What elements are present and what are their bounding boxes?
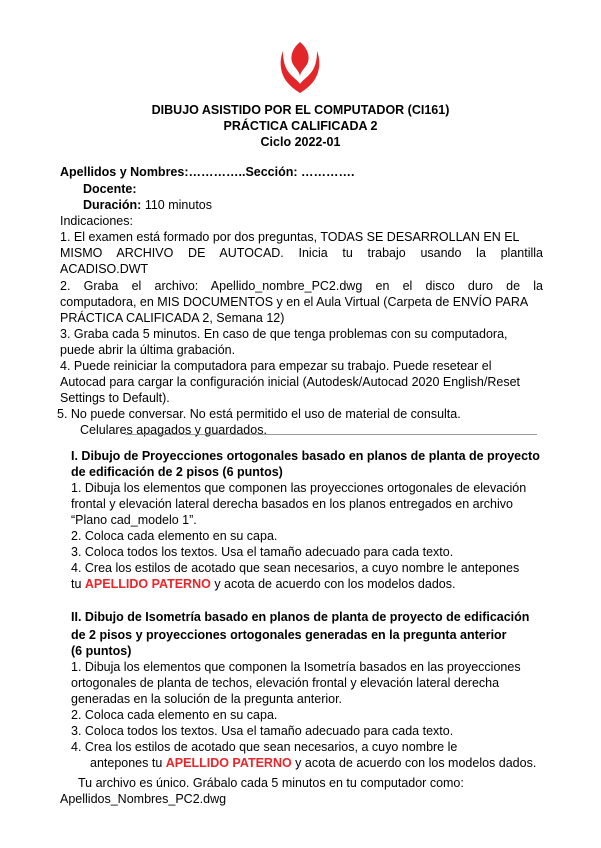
footer-filename: Apellidos_Nombres_PC2.dwg	[60, 792, 227, 806]
indication-4-line-2: Autocad para cargar la configuración inicial (Autodesk/Autocad 2020 English/Reset	[60, 375, 520, 389]
question-1-item-4-line-1: 4. Crea los estilos de acotado que sean necesarios, a cuyo nombre le antepones	[71, 561, 520, 575]
indication-5-line-1: 5. No puede conversar. No está permitido el uso de material de consulta.	[57, 407, 461, 421]
question-1-title-line-1: I. Dibujo de Proyecciones ortogonales basado en planos de planta de proyecto	[71, 449, 540, 463]
cycle-label: Ciclo 2022-01	[260, 135, 341, 149]
indication-1-line-2: MISMO ARCHIVO DE AUTOCAD. Inicia tu trabajo usando la plantilla	[60, 246, 543, 260]
indications-title: Indicaciones:	[60, 214, 133, 228]
footer-instruction: Tu archivo es único. Grábalo cada 5 minutos en tu computador como:	[78, 776, 464, 790]
question-1-item-2: 2. Coloca cada elemento en su capa.	[71, 529, 278, 543]
q1-item4-prefix: tu	[71, 577, 85, 591]
question-2-item-4-line-2	[90, 755, 536, 771]
student-name-field: Apellidos y Nombres:…………..Sección: ………….	[60, 165, 355, 179]
university-logo-icon	[275, 37, 325, 95]
question-1-item-3: 3. Coloca todos los textos. Usa el tamaño adecuado para cada texto.	[71, 545, 454, 559]
question-2-item-1-line-2: ortogonales de planta de techos, elevación frontal y elevación lateral derecha	[71, 676, 500, 690]
q1-surname-highlight: APELLIDO PATERNO	[84, 577, 211, 591]
indication-1-line-1: 1. El examen está formado por dos preguntas, TODAS SE DESARROLLAN EN EL	[60, 230, 520, 244]
question-1-item-1-line-1: 1. Dibuja los elementos que componen las proyecciones ortogonales de elevación	[71, 481, 527, 495]
indication-4-line-1: 4. Puede reiniciar la computadora para empezar su trabajo. Puede resetear el	[60, 359, 492, 373]
q2-surname-highlight: APELLIDO PATERNO	[165, 756, 292, 770]
question-2-title-line-1: II. Dibujo de Isometría basado en planos de planta de proyecto de edificación	[71, 610, 530, 624]
question-1-title-line-2: de edificación de 2 pisos (6 puntos)	[71, 465, 283, 479]
duration-field	[83, 197, 212, 213]
question-2-item-1-line-3: generadas en la solución de la pregunta anterior.	[71, 692, 343, 706]
question-2-item-3: 3. Coloca todos los textos. Usa el tamaño adecuado para cada texto.	[71, 724, 454, 738]
q1-item4-suffix: y acota de acuerdo con los modelos dados.	[210, 577, 456, 591]
section-divider	[125, 434, 537, 435]
indication-4-line-3: Settings to Default).	[60, 391, 170, 405]
indication-5-line-2: Celulares apagados y guardados.	[80, 423, 267, 437]
indication-2-line-2: computadora, en MIS DOCUMENTOS y en el Aula Virtual (Carpeta de ENVÍO PARA	[60, 295, 529, 309]
question-2-item-2: 2. Coloca cada elemento en su capa.	[71, 708, 278, 722]
question-2-item-1-line-1: 1. Dibuja los elementos que componen la Isometría basados en las proyecciones	[71, 660, 521, 674]
question-1-item-1-line-3: “Plano cad_modelo 1”.	[71, 513, 197, 527]
question-2-title-line-2: de 2 pisos y proyecciones ortogonales generadas en la pregunta anterior	[71, 628, 507, 642]
duration-label: Duración:	[83, 198, 142, 212]
teacher-field: Docente:	[83, 182, 137, 196]
indication-3-line-1: 3. Graba cada 5 minutos. En caso de que tenga problemas con su computadora,	[60, 327, 508, 341]
indication-1-line-3: ACADISO.DWT	[60, 262, 149, 276]
q2-item4-prefix: antepones tu	[90, 756, 166, 770]
indication-2-line-3: PRÁCTICA CALIFICADA 2, Semana 12)	[60, 311, 285, 325]
indication-3-line-2: puede abrir la última grabación.	[60, 343, 236, 357]
q2-item4-suffix: y acota de acuerdo con los modelos dados.	[291, 756, 537, 770]
exam-title: PRÁCTICA CALIFICADA 2	[223, 119, 378, 133]
question-1-item-1-line-2: frontal y elevación lateral derecha basados en los planos entregados en archivo	[71, 497, 513, 511]
duration-value: 110 minutos	[144, 198, 212, 212]
question-2-item-4-line-1: 4. Crea los estilos de acotado que sean necesarios, a cuyo nombre le	[71, 740, 458, 754]
course-title: DIBUJO ASISTIDO POR EL COMPUTADOR (CI161)	[151, 103, 450, 117]
question-2-title-line-3: (6 puntos)	[71, 644, 132, 658]
indication-2-line-1: 2. Graba el archivo: Apellido_nombre_PC2.dwg en el disco duro de la	[60, 279, 543, 293]
question-1-item-4-line-2	[71, 576, 455, 592]
